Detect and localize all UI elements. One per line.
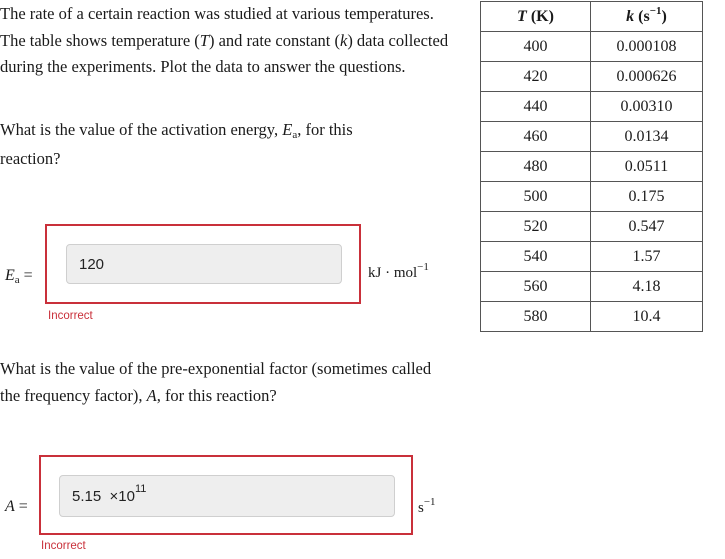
header-k-symbol: k (626, 7, 635, 25)
intro-text: ) and rate constant ( (208, 30, 340, 50)
temperature-cell: 520 (481, 212, 591, 242)
a-label-symbol: A (5, 498, 15, 515)
a-answer-input[interactable] (59, 475, 395, 517)
a-answer-box (39, 455, 413, 535)
question-text: What is the value of the pre-exponential factor (sometimes called the frequency factor), (0, 359, 432, 405)
rate-constant-cell: 0.547 (591, 212, 703, 242)
temperature-cell: 560 (481, 272, 591, 302)
header-k-unit-close: ) (661, 7, 667, 25)
intro-text: The rate of a certain reaction was studied at various temperatures. The table shows temperature ( (0, 4, 434, 50)
ea-unit-text: kJ · mol (368, 265, 418, 281)
rate-constant-cell: 0.0511 (591, 152, 703, 182)
intro-paragraph (0, 1, 450, 81)
ea-answer-input[interactable] (66, 244, 342, 284)
rate-constant-cell: 4.18 (591, 272, 703, 302)
a-unit-exponent: −1 (423, 496, 436, 508)
table-row (481, 92, 703, 122)
table-row (481, 62, 703, 92)
rate-constant-symbol: k (339, 30, 348, 50)
table-row (481, 302, 703, 332)
rate-constant-cell: 0.00310 (591, 92, 703, 122)
a-unit (418, 496, 436, 517)
temperature-symbol: T (199, 30, 209, 50)
equals-sign: = (19, 267, 33, 284)
question-activation-energy (0, 117, 380, 172)
question-text: , for this reaction? (156, 385, 277, 405)
table-row (481, 182, 703, 212)
a-symbol: A (146, 385, 157, 405)
table-row (481, 152, 703, 182)
temperature-rate-table (480, 1, 703, 332)
question-text: , for this reaction? (0, 120, 353, 168)
table-row (481, 242, 703, 272)
rate-constant-cell: 10.4 (591, 302, 703, 332)
header-temperature (481, 2, 591, 32)
ea-symbol: E (282, 120, 293, 139)
header-rate-constant (591, 2, 703, 32)
rate-constant-cell: 0.000626 (591, 62, 703, 92)
ea-answer-value: 120 (79, 255, 105, 273)
temperature-cell: 420 (481, 62, 591, 92)
table-row (481, 272, 703, 302)
question-pre-exponential-factor (0, 356, 440, 409)
ea-label (5, 267, 33, 285)
rate-constant-cell: 0.000108 (591, 32, 703, 62)
temperature-cell: 580 (481, 302, 591, 332)
ea-subscript: a (292, 129, 298, 141)
ea-label-subscript: a (14, 274, 20, 286)
ea-answer-box (45, 224, 361, 304)
equals-sign: = (14, 498, 28, 515)
ea-unit-exponent: −1 (417, 261, 429, 273)
ea-label-symbol: E (5, 267, 15, 284)
a-answer-times-ten: ×10 (109, 487, 135, 505)
table-row (481, 212, 703, 242)
question-text: What is the value of the activation energy, (0, 120, 283, 139)
temperature-cell: 540 (481, 242, 591, 272)
rate-constant-cell: 0.0134 (591, 122, 703, 152)
ea-unit (368, 261, 429, 282)
header-t-unit: (K) (526, 7, 554, 25)
table-row (481, 32, 703, 62)
a-status: Incorrect (41, 540, 86, 552)
header-k-unit: (s (634, 7, 650, 25)
a-answer-exponent: 11 (135, 483, 147, 495)
table-row (481, 122, 703, 152)
table-header-row (481, 2, 703, 32)
a-answer-mantissa: 5.15 (72, 487, 102, 505)
temperature-cell: 440 (481, 92, 591, 122)
header-k-unit-exponent: −1 (649, 4, 662, 17)
a-label (5, 498, 28, 516)
intro-text: ) data collected during the experiments. Plot the data to answer the questions. (0, 30, 449, 76)
temperature-cell: 500 (481, 182, 591, 212)
a-unit-text: s (418, 500, 424, 516)
header-t-symbol: T (517, 7, 527, 25)
rate-constant-cell: 0.175 (591, 182, 703, 212)
ea-status: Incorrect (48, 310, 93, 322)
rate-constant-cell: 1.57 (591, 242, 703, 272)
temperature-cell: 400 (481, 32, 591, 62)
temperature-cell: 460 (481, 122, 591, 152)
temperature-cell: 480 (481, 152, 591, 182)
